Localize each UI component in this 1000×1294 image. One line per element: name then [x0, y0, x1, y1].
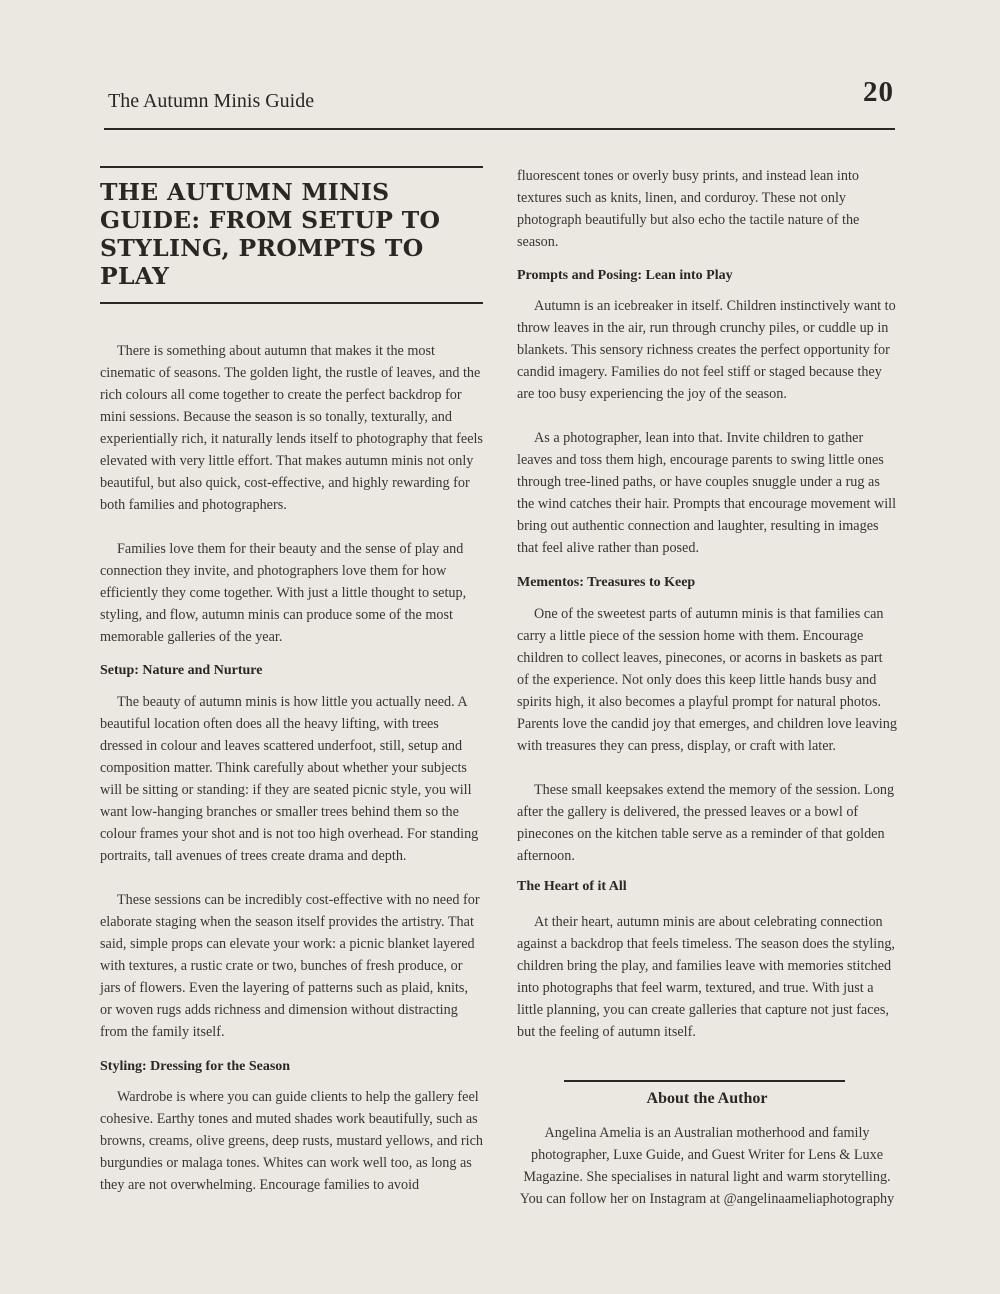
running-header-title: The Autumn Minis Guide: [108, 90, 315, 112]
mementos-paragraph-2: These small keepsakes extend the memory of the session. Long after the gallery is delivered, the pressed leaves or a bowl of pinecones on the kitchen table serve as a reminder of that golden afternoon.: [517, 782, 895, 864]
styling-paragraph-1: Wardrobe is where you can guide clients to help the gallery feel cohesive. Earthy tones and muted shades work beautifully, such as browns, creams, olive greens, deep rusts, mustard yellows, and rich burgundies or malaga tones. Whites can work well too, as long as they are not overwhelming. Encourage families to avoid: [100, 1089, 483, 1193]
heart-heading: The Heart of it All: [517, 879, 627, 894]
setup-paragraph-2: These sessions can be incredibly cost-effective with no need for elaborate staging when the season itself provides the artistry. That said, simple props can elevate your work: a picnic blanket layered with textures, a rustic crate or two, bunches of fresh produce, or jars of flowers. Even the layering of patterns such as plaid, knits, or woven rugs adds richness and dimension without distracting from the family itself.: [100, 892, 480, 1040]
mementos-heading: Mementos: Treasures to Keep: [517, 575, 696, 590]
prompts-paragraph-1: Autumn is an icebreaker in itself. Children instinctively want to throw leaves in the air, run through crunchy piles, or cuddle up in blankets. This sensory richness creates the perfect opportunity for candid imagery. Families do not feel stiff or staged because they are too busy experiencing the joy of the season.: [517, 298, 896, 402]
author-bio: Angelina Amelia is an Australian motherhood and family photographer, Luxe Guide, and Guest Writer for Lens & Luxe Magazine. She specialises in natural light and warm storytelling. You can follow her on Instagram at @angelinaameliaphotography: [519, 1125, 895, 1207]
author-heading: About the Author: [646, 1090, 768, 1107]
setup-heading: Setup: Nature and Nurture: [100, 663, 263, 678]
left-column: [100, 166, 483, 1196]
article-title: THE AUTUMN MINIS GUIDE: FROM SETUP TO STYLING, PROMPTS TO PLAY: [100, 178, 441, 290]
header-divider: [104, 128, 895, 130]
setup-paragraph-1: The beauty of autumn minis is how little you actually need. A beautiful location often does all the heavy lifting, with trees dressed in colour and leaves scattered underfoot, still, setup and composition matter. Think carefully about whether your subjects will be sitting or standing: if they are seated picnic style, you will want low-hanging branches or smaller trees behind them so the colour frames your shot and is not too high overhead. For standing portraits, tall avenues of trees create drama and depth.: [100, 694, 479, 864]
right-column: [517, 165, 897, 1043]
intro-paragraph-1: There is something about autumn that makes it the most cinematic of seasons. The golden light, the rustle of leaves, and the rich colours all come together to create the perfect backdrop for mini sessions. Because the season is so tonally, texturally, and experientially rich, it naturally lends itself to photography that feels elevated with very little effort. That makes autumn minis not only beautiful, but also quick, cost-effective, and highly rewarding for both families and photographers.: [100, 343, 483, 513]
title-block: [100, 166, 483, 304]
intro-paragraph-2: Families love them for their beauty and the sense of play and connection they invite, and photographers love them for how efficiently they come together. With just a little thought to setup, styling, and flow, autumn minis can produce some of the most memorable galleries of the year.: [100, 541, 467, 645]
mementos-paragraph-1: One of the sweetest parts of autumn minis is that families can carry a little piece of the session home with them. Encourage children to collect leaves, pinecones, or acorns in baskets as part of the experience. Not only does this keep little hands busy and spirits high, it also becomes a playful prompt for natural photos. Parents love the candid joy that emerges, and children love leaving with treasures they can press, display, or craft with later.: [517, 606, 897, 754]
prompts-heading: Prompts and Posing: Lean into Play: [517, 268, 733, 283]
page-number: 20: [863, 76, 894, 108]
prompts-paragraph-2: As a photographer, lean into that. Invite children to gather leaves and toss them high, encourage parents to swing little ones through tree-lined paths, or have couples snuggle under a rug as the wind catches their hair. Prompts that encourage movement will bring out authentic connection and laughter, resulting in images that feel alive rather than posed.: [517, 430, 897, 556]
styling-heading: Styling: Dressing for the Season: [100, 1059, 291, 1074]
styling-paragraph-1-continued: fluorescent tones or overly busy prints, and instead lean into textures such as knits, linen, and corduroy. These not only photograph beautifully but also echo the tactile nature of the season.: [517, 168, 860, 250]
author-divider: [564, 1080, 845, 1082]
heart-paragraph-1: At their heart, autumn minis are about celebrating connection against a backdrop that feels timeless. The season does the styling, children bring the play, and families leave with memories stitched into photographs that feel warm, textured, and true. With just a little planning, you can create galleries that capture not just faces, but the feeling of autumn itself.: [517, 914, 895, 1040]
